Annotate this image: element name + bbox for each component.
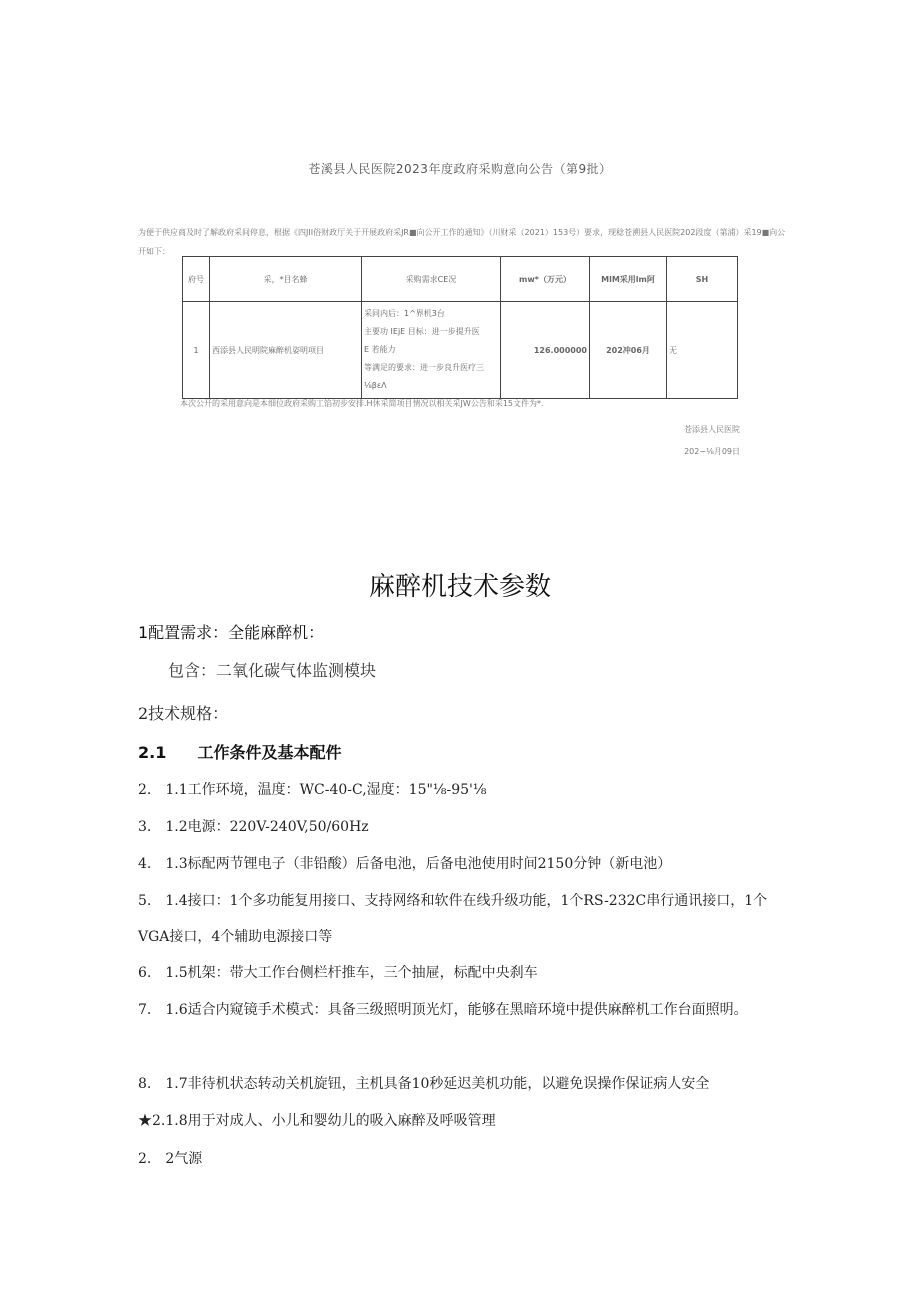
cell-time: 202冲06月 [590, 302, 667, 399]
spec-item-1-4: 5. 1.4接口：1个多功能复用接口、支持网络和软件在线升级功能，1个RS-232C串行通讯接口，1个VGA接口，4个辅助电源接口等 [138, 893, 768, 945]
demand-line: ⅛βεΛ [364, 381, 387, 390]
demand-line: 主要功 IEjE 目标：进一步提升医 [364, 327, 480, 336]
section-2-1-number: 2.1 [138, 743, 167, 762]
section-2-1-title: 工作条件及基本配件 [197, 743, 342, 762]
notice-note: 本次公开的采用意向是本细位政府采购工馅初步安排.H休采简项目情况以相关采JW公告和采15文件为*. [180, 399, 544, 408]
section-2-heading: 2技术规格： [138, 704, 229, 723]
section-1-subline: 包含：二氧化碳气体监测模块 [168, 661, 377, 680]
table-header-row [183, 257, 738, 302]
spec-item-1-7: 8. 1.7非待机状态转动关机旋钮，主机具备10秒延迟美机功能，以避免误操作保证病人安全 [138, 1076, 710, 1092]
notice-title: 苍溪县人民医院2023年度政府采购意向公告（第9批） [308, 162, 612, 176]
section-2-1-heading [138, 740, 342, 763]
signature-organization: 苍添县人民医院 [684, 425, 740, 434]
spec-item-2-2: 2. 2气源 [138, 1151, 203, 1167]
header-project-name: 采，*目名蜂 [210, 257, 362, 302]
header-remark: SH [667, 257, 738, 302]
header-time: MlM采用lm阿 [590, 257, 667, 302]
notice-intro: 为便于供应商及时了解政府采间停息，根据《四JII俗财政厅关于开展政府采JR■向公开工作的通知》（川财采（2021）153号）要求，现稔苍溯县人民医院202段度（第浦）采19■向公开如下： [138, 228, 786, 256]
demand-line: E 若能力 [364, 345, 396, 354]
demand-line: 等满足的要求：进一步良升医疗三 [364, 363, 484, 372]
cell-project-name: 西添县人民明院麻醉机姿明项目 [210, 302, 362, 399]
table-row [183, 302, 738, 399]
signature-date: 202−⅛月09日 [684, 447, 740, 456]
spec-item-1-2: 3. 1.2电源：220V-240V,50∕60Hz [138, 819, 369, 835]
cell-serial: 1 [183, 302, 210, 399]
cell-budget: 126.000000 [501, 302, 590, 399]
cell-remark: 无 [667, 302, 738, 399]
cell-demand [362, 302, 501, 399]
spec-item-1-8: ★2.1.8用于对成人、小儿和婴幼儿的吸入麻醉及呼吸管理 [138, 1113, 496, 1129]
document-title: 麻醉机技术参数 [368, 572, 551, 602]
header-serial: 府号 [183, 257, 210, 302]
section-1-heading: 1配置需求：全能麻醉机： [138, 623, 325, 642]
spec-item-1-5: 6. 1.5机架：带大工作台侧栏杆推车，三个抽屉，标配中央刹车 [138, 965, 538, 981]
spec-item-1-6: 7. 1.6适合内窥镜手术模式：具备三级照明顶光灯，能够在黑暗环境中提供麻醉机工作台面照明。 [138, 1002, 748, 1018]
spec-item-1-1: 2. 1.1工作环境，温度：WC-40-C,湿度：15"⅛-95'⅛ [138, 782, 487, 798]
spec-item-1-3: 4. 1.3标配两节锂电子（非铅酸）后备电池，后备电池使用时间2150分钟（新电池） [138, 856, 672, 872]
demand-line: 采同内后：1^界机3台 [364, 309, 445, 318]
header-demand: 采购需求CE况 [362, 257, 501, 302]
header-budget: mw*（万元） [501, 257, 590, 302]
procurement-table [182, 256, 738, 399]
